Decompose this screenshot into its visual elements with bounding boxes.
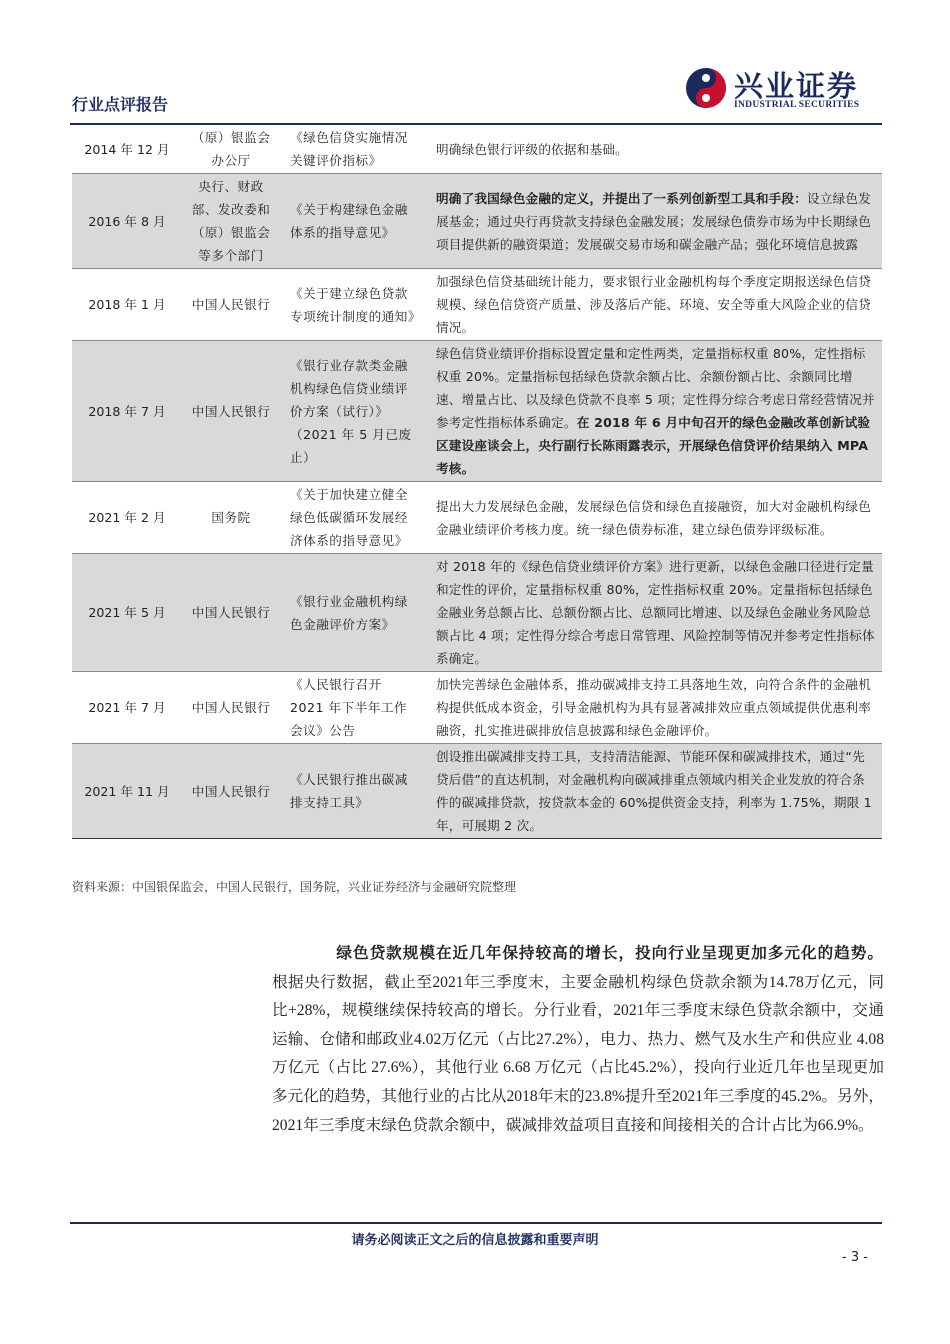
table-row — [72, 269, 882, 341]
row-document: 《银行业存款类金融机构绿色信贷业绩评价方案（试行）》（2021 年 5 月已废止） — [280, 341, 426, 482]
row-document: 《关于加快建立健全绿色低碳循环发展经济体系的指导意见》 — [280, 482, 426, 554]
row-issuer: 中国人民银行 — [182, 554, 280, 672]
table-row — [72, 341, 882, 482]
body-paragraph — [272, 940, 884, 1140]
row-date: 2018 年 7 月 — [72, 341, 182, 482]
table-row — [72, 744, 882, 839]
row-date: 2021 年 11 月 — [72, 744, 182, 839]
brand-logo — [684, 64, 884, 120]
row-document: 《关于建立绿色贷款专项统计制度的通知》 — [280, 269, 426, 341]
policy-table — [72, 125, 882, 839]
brand-logo-icon — [684, 66, 728, 110]
row-date: 2021 年 5 月 — [72, 554, 182, 672]
row-issuer: （原）银监会办公厅 — [182, 125, 280, 174]
row-document: 《关于构建绿色金融体系的指导意见》 — [280, 174, 426, 269]
row-issuer: 央行、财政部、发改委和（原）银监会等多个部门 — [182, 174, 280, 269]
row-date: 2014 年 12 月 — [72, 125, 182, 174]
row-content-text: 提出大力发展绿色金融，发展绿色信贷和绿色直接融资，加大对金融机构绿色金融业绩评价考核力度。统一绿色债券标准，建立绿色债券评级标准。 — [436, 498, 871, 537]
brand-name-cn: 兴业证券 — [734, 69, 859, 103]
report-type-label: 行业点评报告 — [72, 95, 169, 114]
row-document: 《人民银行推出碳减排支持工具》 — [280, 744, 426, 839]
footer-divider — [70, 1222, 882, 1224]
row-issuer: 中国人民银行 — [182, 269, 280, 341]
row-document: 《人民银行召开 2021 年下半年工作会议》公告 — [280, 672, 426, 744]
row-date: 2018 年 1 月 — [72, 269, 182, 341]
row-issuer: 中国人民银行 — [182, 341, 280, 482]
row-content — [426, 744, 882, 839]
row-content-emphasis: 明确了我国绿色金融的定义，并提出了一系列创新型工具和手段： — [436, 190, 808, 206]
row-content-text: 明确绿色银行评级的依据和基础。 — [436, 141, 628, 157]
paragraph-lead: 绿色贷款规模在近几年保持较高的增长，投向行业呈现更加多元化的趋势。 — [336, 945, 884, 962]
row-content — [426, 554, 882, 672]
row-document: 《绿色信贷实施情况关键评价指标》 — [280, 125, 426, 174]
disclaimer-note: 请务必阅读正文之后的信息披露和重要声明 — [351, 1233, 599, 1248]
row-content — [426, 125, 882, 174]
table-row — [72, 125, 882, 174]
page-number: - 3 - — [842, 1250, 868, 1265]
row-issuer: 国务院 — [182, 482, 280, 554]
table-row — [72, 482, 882, 554]
row-content-text: 加快完善绿色金融体系，推动碳减排支持工具落地生效，向符合条件的金融机构提供低成本资金，引导金融机构为具有显著减排效应重点领域提供优惠利率融资，扎实推进碳排放信息披露和绿色金融评价。 — [436, 677, 871, 738]
row-content-text: 绿色信贷业绩评价指标设置定量和定性两类，定量指标权重 80%，定性指标权重 20%。定量指标包括绿色贷款余额占比、余额份额占比、余额同比增速、增量占比、以及绿色贷款不良率 5 项；定性得分综合考虑日常经营情况并参考定性指标体系确定。 — [436, 346, 875, 430]
row-content — [426, 174, 882, 269]
table-row — [72, 672, 882, 744]
row-content-text: 对 2018 年的《绿色信贷业绩评价方案》进行更新，以绿色金融口径进行定量和定性的评价，定量指标权重 80%，定性指标权重 20%。定量指标包括绿色金融业务总额占比、总额份额占比、总额同比增速、以及绿色金融业务风险总额占比 4 项；定性得分综合考虑日常管理、风险控制等情况并参考定性指标体系确定。 — [436, 559, 875, 666]
brand-name-en: INDUSTRIAL SECURITIES — [734, 100, 860, 110]
row-content-text: 加强绿色信贷基础统计能力，要求银行业金融机构每个季度定期报送绿色信贷规模、绿色信贷资产质量、涉及落后产能、环境、安全等重大风险企业的信贷情况。 — [436, 274, 871, 335]
row-content — [426, 672, 882, 744]
row-date: 2021 年 7 月 — [72, 672, 182, 744]
row-document: 《银行业金融机构绿色金融评价方案》 — [280, 554, 426, 672]
paragraph-text: 根据央行数据，截止至2021年三季度末，主要金融机构绿色贷款余额为14.78万亿元，同比+28%，规模继续保持较高的增长。分行业看，2021年三季度末绿色贷款余额中，交通运输、仓储和邮政业4.02万亿元（占比27.2%），电力、热力、燃气及水生产和供应业 4.08 万亿元（占比 27.6%），其他行业 6.68 万亿元（占比45.2%），投向行业近几年也呈现更加多元化的趋势，其他行业的占比从2018年末的23.8%提升至2021年三季度的45.2%。另外，2021年三季度末绿色贷款余额中，碳减排效益项目直接和间接相关的合计占比为66.9%。 — [272, 973, 884, 1134]
row-content-text: 设立绿色发展基金；通过央行再贷款支持绿色金融发展；发展绿色债券市场为中长期绿色项目提供新的融资渠道；发展碳交易市场和碳金融产品；强化环境信息披露 — [436, 190, 871, 252]
row-content — [426, 482, 882, 554]
row-content-text: 创设推出碳减排支持工具，支持清洁能源、节能环保和碳减排技术，通过“先贷后借”的直达机制，对金融机构向碳减排重点领域内相关企业发放的符合条件的碳减排贷款，按贷款本金的 60%提供资金支持，利率为 1.75%，期限 1 年，可展期 2 次。 — [436, 749, 872, 833]
table-row — [72, 554, 882, 672]
row-content — [426, 341, 882, 482]
row-content — [426, 269, 882, 341]
row-content-emphasis: 在 2018 年 6 月中旬召开的绿色金融改革创新试验区建设座谈会上，央行副行长陈雨露表示，开展绿色信贷评价结果纳入 MPA 考核。 — [436, 415, 871, 476]
row-date: 2016 年 8 月 — [72, 174, 182, 269]
source-note: 资料来源：中国银保监会，中国人民银行，国务院，兴业证券经济与金融研究院整理 — [72, 880, 517, 894]
row-issuer: 中国人民银行 — [182, 672, 280, 744]
row-date: 2021 年 2 月 — [72, 482, 182, 554]
table-row — [72, 174, 882, 269]
row-issuer: 中国人民银行 — [182, 744, 280, 839]
